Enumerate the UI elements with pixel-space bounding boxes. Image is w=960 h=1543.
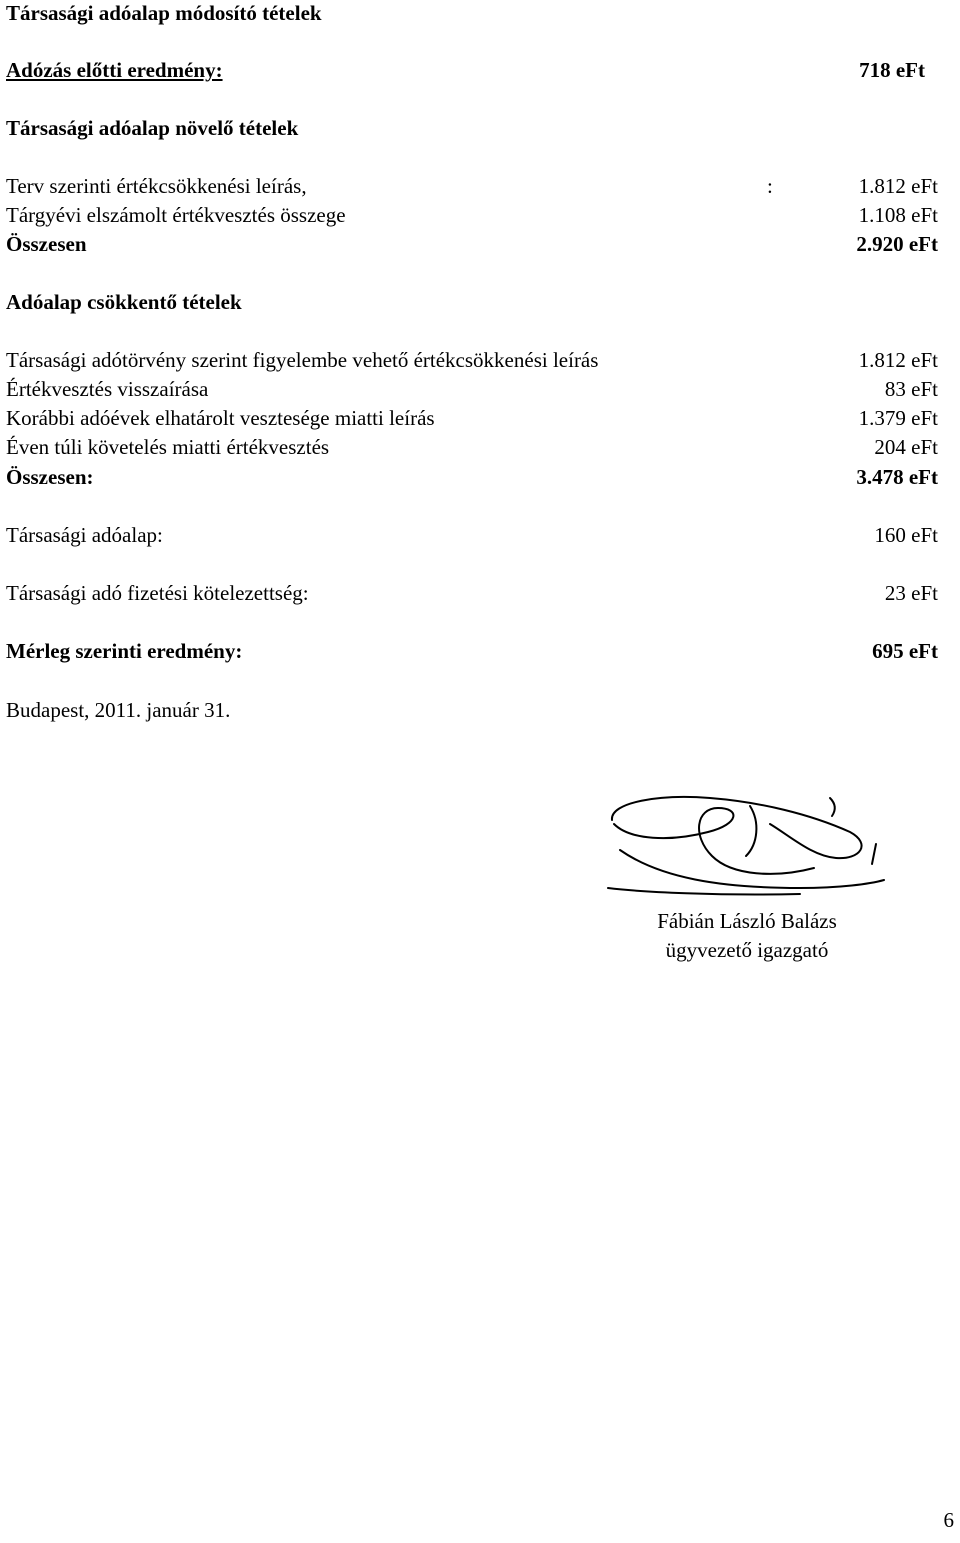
balance-result-value: 695 eFt — [872, 639, 938, 663]
increasing-label: Tárgyévi elszámolt értékvesztés összege — [6, 203, 346, 227]
pre-tax-label: Adózás előtti eredmény: — [6, 58, 223, 82]
decreasing-row — [6, 405, 938, 431]
decreasing-label: Éven túli követelés miatti értékvesztés — [6, 435, 330, 459]
increasing-total-value: 2.920 eFt — [856, 232, 938, 256]
increasing-row — [6, 173, 938, 199]
page-number: 6 — [943, 1508, 954, 1532]
decreasing-label: Értékvesztés visszaírása — [6, 377, 209, 401]
decreasing-row — [6, 347, 938, 373]
increasing-total-row — [6, 231, 938, 257]
decreasing-total-label: Összesen: — [6, 465, 94, 489]
decreasing-value: 83 eFt — [884, 377, 938, 401]
tax-liability-row — [6, 580, 938, 606]
tax-base-value: 160 eFt — [874, 523, 938, 547]
page-title — [6, 0, 938, 26]
increasing-row — [6, 202, 938, 228]
signatory-name: Fábián László Balázs — [657, 909, 837, 933]
place-date — [6, 697, 938, 723]
decreasing-total-row — [6, 464, 938, 490]
increasing-heading-text: Társasági adóalap növelő tételek — [6, 116, 299, 140]
place-date-text: Budapest, 2011. január 31. — [6, 698, 231, 722]
balance-result-label: Mérleg szerinti eredmény: — [6, 639, 243, 663]
decreasing-label: Társasági adótörvény szerint figyelembe vehető értékcsökkenési leírás — [6, 348, 599, 372]
decreasing-total-value: 3.478 eFt — [856, 465, 938, 489]
decreasing-heading — [6, 289, 938, 315]
tax-base-row — [6, 522, 938, 548]
increasing-label: Terv szerinti értékcsökkenési leírás, — [6, 174, 307, 198]
decreasing-value: 1.812 eFt — [858, 348, 938, 372]
decreasing-row — [6, 376, 938, 402]
increasing-value: 1.812 eFt — [858, 174, 938, 198]
decreasing-value: 1.379 eFt — [858, 406, 938, 430]
increasing-colon: : — [767, 174, 773, 198]
increasing-value: 1.108 eFt — [858, 203, 938, 227]
tax-liability-value: 23 eFt — [884, 581, 938, 605]
decreasing-heading-text: Adóalap csökkentő tételek — [6, 290, 242, 314]
increasing-total-label: Összesen — [6, 232, 87, 256]
tax-base-label: Társasági adóalap: — [6, 523, 163, 547]
decreasing-value: 204 eFt — [874, 435, 938, 459]
signatory-role: ügyvezető igazgató — [665, 938, 829, 962]
tax-liability-label: Társasági adó fizetési kötelezettség: — [6, 581, 309, 605]
decreasing-label: Korábbi adóévek elhatárolt vesztesége miatti leírás — [6, 406, 435, 430]
pre-tax-value: 718 eFt — [859, 58, 925, 82]
pre-tax-row — [6, 57, 938, 83]
decreasing-row — [6, 434, 938, 460]
increasing-heading — [6, 115, 938, 141]
balance-result-row — [6, 638, 938, 664]
signature-image — [600, 780, 890, 900]
page-title-text: Társasági adóalap módosító tételek — [6, 1, 322, 25]
